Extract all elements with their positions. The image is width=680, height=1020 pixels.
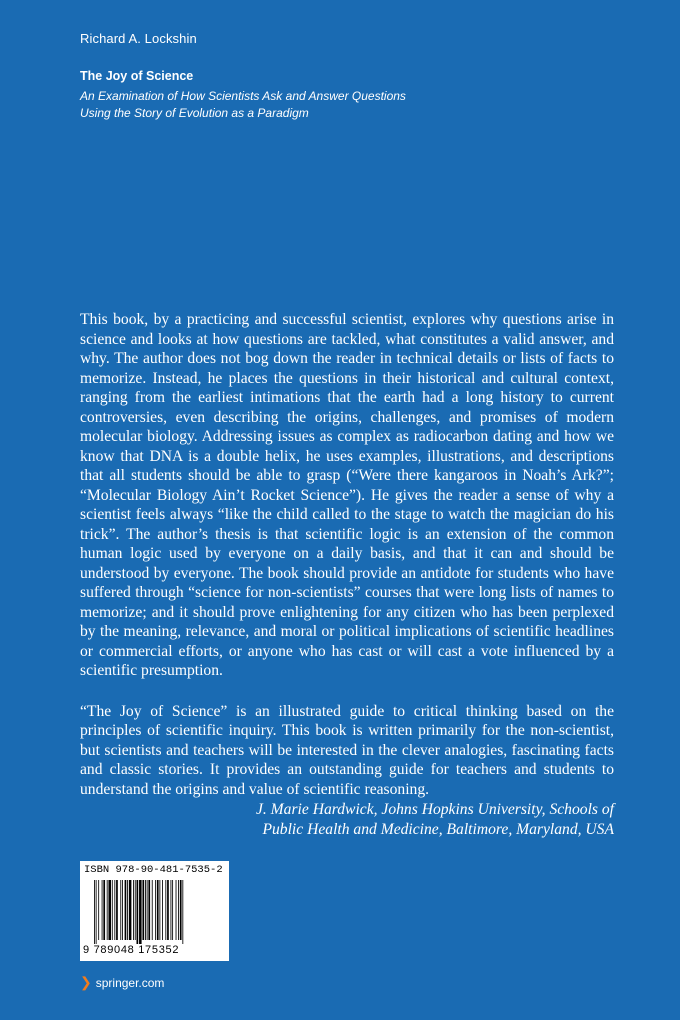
quote-text: “The Joy of Science” is an illustrated guide to critical thinking based on the principles of scientific inquiry. This book is written primarily for the non-scientist, but scientists and teachers will be interested in the clever analogies, fascinating facts and classic stories. It provides an outstanding guide for teachers and students to understand the origins and value of scientific reasoning.: [80, 702, 614, 798]
isbn-barcode: [80, 861, 229, 961]
isbn-label: ISBN 978-90-481-7535-2: [84, 864, 223, 876]
barcode-icon: [94, 880, 218, 944]
back-cover-text: [80, 310, 614, 839]
chevron-right-icon: ❯: [80, 974, 92, 990]
description-paragraph: This book, by a practicing and successful scientist, explores why questions arise in science and looks at how questions are tackled, what constitutes a valid answer, and why. The author does not bog down the reader in technical details or lists of facts to memorize. Instead, he places the questions in their historical and cultural context, ranging from the earliest intimations that the earth had a long history to current controversies, even describing the origins, challenges, and promises of modern molecular biology. Addressing issues as complex as radiocarbon dating and how we know that DNA is a double helix, he uses examples, illustrations, and descriptions that all students should be able to grasp (“Were there kangaroos in Noah’s Ark?”; “Molecular Biology Ain’t Rocket Science”). He gives the reader a sense of why a scientist feels always “like the child called to the stage to watch the magician do his trick”. The author’s thesis is that scientific logic is an extension of the common human logic used by everyone on a daily basis, and that it can and should be understood by everyone. The book should provide an antidote for students who have suffered through “science for non-scientists” courses that were long lists of names to memorize; and it should prove enlightening for any citizen who has been perplexed by the meaning, relevance, and moral or political implications of scientific headlines or commercial efforts, or anyone who has cast or will cast a vote influenced by a scientific presumption.: [80, 311, 614, 679]
book-subtitle: [80, 88, 406, 122]
publisher-url: springer.com: [95, 975, 165, 990]
subtitle-line-2: Using the Story of Evolution as a Paradigm: [80, 106, 309, 120]
attribution-line-1: J. Marie Hardwick, Johns Hopkins University, Schools of: [255, 801, 614, 818]
attribution-line-2: Public Health and Medicine, Baltimore, Maryland, USA: [262, 820, 614, 838]
publisher-link[interactable]: [80, 974, 164, 991]
ean-digits: 9 789048 175352: [83, 944, 180, 956]
book-title: The Joy of Science: [80, 69, 194, 83]
author-name: Richard A. Lockshin: [80, 31, 197, 46]
subtitle-line-1: An Examination of How Scientists Ask and Answer Questions: [80, 89, 406, 103]
review-quote: [80, 702, 614, 800]
quote-attribution: [80, 800, 614, 839]
